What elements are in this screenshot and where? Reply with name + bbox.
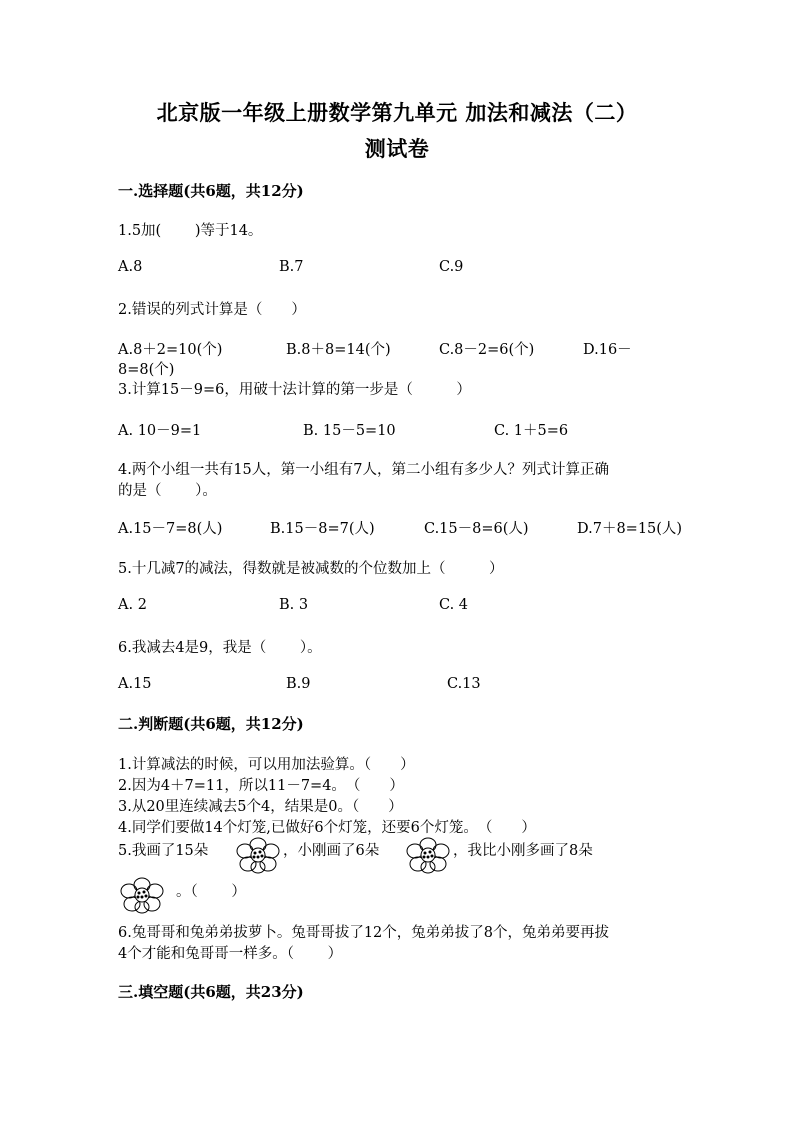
option-a: A.15－7=8(人) (118, 521, 223, 537)
judgement-item: 2.因为4＋7=11，所以11－7=4。 （ ） (118, 778, 404, 794)
page-title-line2: 测试卷 (364, 136, 430, 161)
option-c: C.15－8=6(人) (424, 521, 529, 537)
page-title: 北京版一年级上册数学第九单元 加法和减法（二） (156, 100, 638, 125)
section-heading-fill-blank: 三.填空题(共6题，共23分) (118, 983, 304, 1001)
judgement-item: 4.同学们要做14个灯笼,已做好6个灯笼，还要6个灯笼。 （ ） (118, 820, 536, 836)
option-a: A. 2 (118, 597, 147, 613)
judgement-item: 6.兔哥哥和兔弟弟拔萝卜。兔哥哥拔了12个，兔弟弟拔了8个，兔弟弟要再拔 (118, 925, 610, 941)
option-a: A.15 (118, 676, 152, 692)
question-stem: 3.计算15－9=6，用破十法计算的第一步是（ ） (118, 382, 471, 398)
option-a: A. 10－9=1 (118, 423, 202, 439)
question-stem: 4.两个小组一共有15人，第一小组有7人，第二小组有多少人？列式计算正确 (118, 462, 610, 478)
judgement-item-5-part1: 5.我画了15朵 (118, 843, 209, 859)
option-b: B. 15－5=10 (303, 423, 396, 439)
flower-icon (404, 836, 452, 876)
question-stem: 5.十几减7的减法，得数就是被减数的个位数加上（ ） (118, 561, 504, 577)
flower-icon (234, 836, 282, 876)
option-c: C. 4 (439, 597, 469, 613)
section-heading-choice: 一.选择题(共6题，共12分) (118, 182, 304, 200)
question-stem-continued: 的是（ ）。 (118, 483, 217, 499)
option-b: B.8＋8=14(个) (286, 342, 391, 358)
option-a: A.8＋2=10(个) (118, 342, 223, 358)
option-d: D.16－ (583, 342, 632, 358)
option-c: C. 1＋5=6 (494, 423, 569, 439)
option-c: C.8－2=6(个) (439, 342, 535, 358)
question-stem: 2.错误的列式计算是（ ） (118, 302, 306, 318)
judgement-item-5-part3: ，我比小刚多画了8朵 (453, 843, 593, 859)
judgement-item: 3.从20里连续减去5个4，结果是0。（ ） (118, 799, 403, 815)
question-stem: 1.5加( )等于14。 (118, 223, 263, 239)
judgement-item-continued: 4个才能和兔哥哥一样多。（ ） (118, 946, 343, 962)
option-a: A.8 (118, 259, 143, 275)
option-d: D.7＋8=15(人) (577, 521, 683, 537)
option-b: B.15－8=7(人) (270, 521, 375, 537)
judgement-item: 1.计算减法的时候，可以用加法验算。（ ） (118, 757, 415, 773)
option-b: B. 3 (279, 597, 309, 613)
flower-icon (118, 876, 166, 916)
option-d-continued: 8=8(个) (118, 362, 175, 378)
question-stem: 6.我减去4是9，我是（ ）。 (118, 640, 322, 656)
option-b: B.7 (279, 259, 304, 275)
judgement-item-5-part2: ，小刚画了6朵 (283, 843, 380, 859)
option-b: B.9 (286, 676, 311, 692)
option-c: C.9 (439, 259, 464, 275)
section-heading-judgement: 二.判断题(共6题，共12分) (118, 715, 304, 733)
option-c: C.13 (447, 676, 481, 692)
judgement-item-5-part4: 。（ ） (176, 884, 246, 900)
